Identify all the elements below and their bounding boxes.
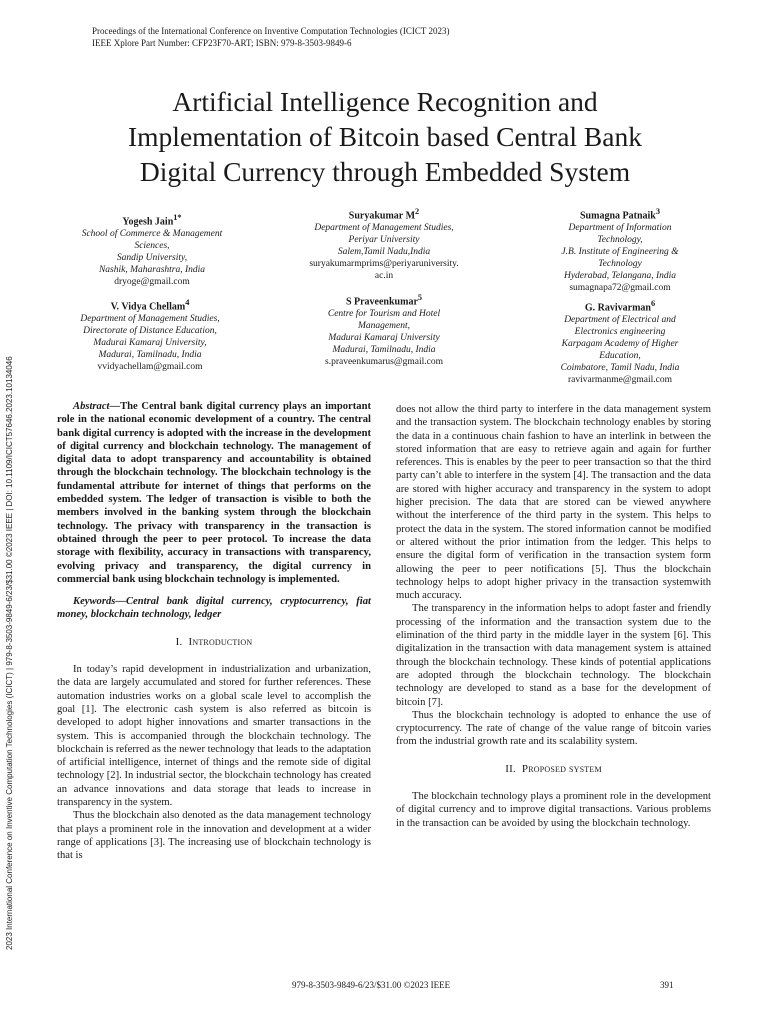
header-line-2: IEEE Xplore Part Number: CFP23F70-ART; ISBN: 979-8-3503-9849-6 <box>92 38 352 48</box>
proposed-paragraph: The blockchain technology plays a prominent role in the development of digital currency and to improve digital transactions. Various problems in the transaction can be avoided by using the blockchain technology. <box>396 791 711 829</box>
author-affiliation: Directorate of Distance Education, <box>83 326 217 337</box>
author-affiliation: Technology <box>598 259 642 270</box>
author-block-6 <box>520 298 720 386</box>
abstract <box>57 400 371 586</box>
author-affiliation: Department of Electrical and <box>564 315 676 326</box>
author-affiliation: Department of Information <box>568 223 672 234</box>
right-column <box>396 403 711 830</box>
author-block-5 <box>284 292 484 368</box>
author-affiliation: School of Commerce & Management <box>81 229 223 240</box>
author-name: G. Ravivarman$^6$ <box>584 299 656 314</box>
author-block-2 <box>284 206 484 282</box>
author-affiliation: Education, <box>599 351 641 362</box>
author-name: Sumagna Patnaik$^3$ <box>579 207 661 222</box>
author-email: sumagnapa72@gmail.com <box>569 283 671 294</box>
author-affiliation: Madurai Kamaraj University, <box>93 338 207 349</box>
doi-sidebar: 2023 International Conference on Inventive Computation Technologies (ICICT) | 979-8-3503-9849-6/23/$31.00 ©2023 IEEE | DOI: 10.1109/ICICT57646.2023.10134046 <box>5 356 14 950</box>
author-affiliation: Karpagam Academy of Higher <box>561 339 679 350</box>
author-block-1 <box>52 212 252 288</box>
intro-paragraph: In today’s rapid development in industrialization and urbanization, the data are largely accumulated and stored for further references. These automation industries works on a global scale level to accomplish the goal [1]. The electronic cash system is also referred as bitcoin is developed to adopt higher innovations and smarter transactions in the system. This is accompanied through the blockchain technology. The blockchain is referred as the newer technology that leads to the adaptation of artificial intelligence, internet of things and the remote side of digital technology [2]. In industrial sector, the blockchain technology has created an advance innovations and data storage that leads to increase in transparency in the system. <box>57 664 371 809</box>
body-paragraph: The transparency in the information helps to adopt faster and friendly processing of the information and the transaction system due to the elimination of the third party in the middle layer in the system [6]. This digitalization in the transaction with data management system is attained through the blockchain technology. These kinds of potential applications are adopted through the blockchain technology. The blockchain technology are developed to stand as a base for the development of bitcoin [7]. <box>396 603 711 708</box>
author-email: s.praveenkumarus@gmail.com <box>325 357 443 368</box>
author-email: dryoge@gmail.com <box>114 277 190 288</box>
author-affiliation: Technology, <box>597 235 643 246</box>
intro-paragraph: Thus the blockchain also denoted as the data management technology that plays a prominent role in the innovation and development at a wider range of applications [3]. The increasing use of blockchain technology is that is <box>57 810 371 862</box>
abstract-label: Abstract <box>73 401 110 412</box>
author-email: vvidyachellam@gmail.com <box>97 362 203 373</box>
author-email: suryakumarmprims@periyaruniversity. <box>309 259 459 270</box>
author-affiliation: Electronics engineering <box>574 327 666 338</box>
author-affiliation: Coimbatore, Tamil Nadu, India <box>560 363 680 374</box>
author-affiliation: Management, <box>358 321 410 332</box>
author-block-4 <box>50 297 250 373</box>
author-affiliation: Sandip University, <box>116 253 188 264</box>
author-affiliation: Sciences, <box>134 241 170 252</box>
left-column <box>57 400 371 863</box>
author-affiliation: J.B. Institute of Engineering & <box>561 247 679 258</box>
keywords: Keywords—Central bank digital currency, cryptocurrency, fiat money, blockchain technology, ledger <box>57 596 371 621</box>
title-line-2: Implementation of Bitcoin based Central Bank <box>128 121 642 152</box>
author-affiliation: Hyderabad, Telangana, India <box>563 271 677 282</box>
author-block-3 <box>520 206 720 294</box>
page-number: 391 <box>660 980 674 990</box>
title-line-1: Artificial Intelligence Recognition and <box>172 86 598 117</box>
footer-copyright: 979-8-3503-9849-6/23/$31.00 ©2023 IEEE <box>292 980 451 990</box>
header-line-1: Proceedings of the International Conference on Inventive Computation Technologies (ICICT 2023) <box>92 26 450 36</box>
body-paragraph: does not allow the third party to interfere in the data management system and the transaction system. The blockchain technology enables by storing the data in a continuous chain fashion to have an interlink in between the stored information that are easy to retrieve again and again for further references. This is enables by the peer to peer transaction so that the third party can’t able to interfere in the system [4]. The transaction and the data are stored with higher accuracy and transparency in the system to adopt higher precision. The data that are stored can be viewed anywhere without the interference of the third party in the system. This helps to protect the data in the system. The stored information cannot be modified or altered without the prior intimation from the ledger. This helps to ensure the digital form of verification in the transaction system form allowing the peer to peer notifications [5]. Thus the blockchain technology helps to adopt higher privacy in the transaction systemwith much accuracy. <box>396 404 711 602</box>
author-affiliation: Madurai, Tamilnadu, India <box>98 350 202 361</box>
paper-title <box>40 84 730 189</box>
title-line-3: Digital Currency through Embedded System <box>139 156 631 187</box>
author-affiliation: Department of Management Studies, <box>80 314 220 325</box>
section-heading-proposed-system: II. Proposed system <box>505 762 602 775</box>
author-affiliation: Department of Management Studies, <box>314 223 454 234</box>
body-paragraph: Thus the blockchain technology is adopted to enhance the use of cryptocurrency. The rate of change of the value range of bitcoin varies from the industrial growth rate and its scalability system. <box>396 709 711 748</box>
section-heading-introduction: I. Introduction <box>175 635 253 648</box>
author-name: S Praveenkumar$^5$ <box>345 293 423 308</box>
author-name: V. Vidya Chellam$^4$ <box>110 298 190 313</box>
author-affiliation: Madurai Kamaraj University <box>328 333 440 344</box>
abstract-text: —The Central bank digital currency plays an important role in the national economic development of a country. The central bank digital currency is adopted with the increase in the development of digital currency and blockchain technology. The management of digital data to adopt transparency and accountability is obtained through the blockchain technology. The blockchain technology is the fundamental attribute for internet of things that performs on the embedded system. The ledger of transaction is visible to both the members involved in the banking system through the blockchain technology. The privacy with transparency in the transaction is obtained through the peer to peer protocol. To increase the data storage with flexibility, accuracy in transactions with transparency, evolving privacy and transparency, the digital currency in commercial bank using blockchain technology is implemented. <box>57 401 371 585</box>
author-email: ac.in <box>374 271 394 282</box>
author-affiliation: Salem,Tamil Nadu,India <box>337 247 431 258</box>
author-affiliation: Periyar University <box>348 235 420 246</box>
author-name: Yogesh Jain$^{1*}$ <box>122 213 182 228</box>
author-affiliation: Madurai, Tamilnadu, India <box>332 345 436 356</box>
author-affiliation: Centre for Tourism and Hotel <box>327 309 441 320</box>
author-email: ravivarmanme@gmail.com <box>568 375 672 386</box>
author-name: Suryakumar $M^2$ <box>348 207 420 222</box>
author-affiliation: Nashik, Maharashtra, India <box>98 265 206 276</box>
conference-header <box>92 25 449 49</box>
